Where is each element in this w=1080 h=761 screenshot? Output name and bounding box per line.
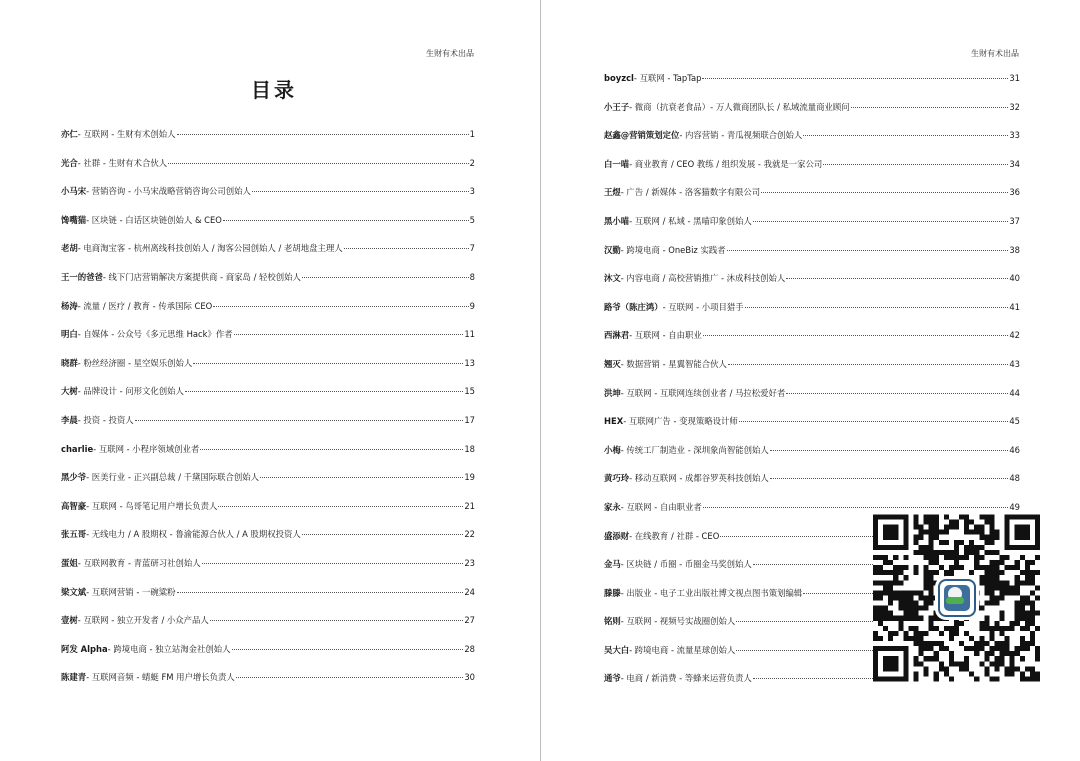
toc-entry-page: 15 xyxy=(464,386,475,397)
publisher-label: 生财有术出品 xyxy=(971,49,1019,58)
toc-entry[interactable] xyxy=(604,186,1020,215)
toc-entry-desc: - 互联网音频 - 蜻蜓 FM 用户增长负责人 xyxy=(86,672,235,683)
toc-entry-name: 亦仁 xyxy=(61,129,78,139)
toc-entry[interactable] xyxy=(61,528,475,557)
toc-entry-name: 沐文 xyxy=(604,273,621,284)
toc-entry[interactable] xyxy=(604,272,1020,301)
toc-entry-page: 5 xyxy=(469,214,475,225)
toc-entry-name: 馋嘴猫 xyxy=(61,214,87,225)
toc-entry-desc: - 互联网 / 私域 - 黑喵印象创始人 xyxy=(629,215,752,226)
toc-entry-name: 铭则 xyxy=(604,616,621,627)
toc-entry-desc: - 品牌设计 - 问形文化创始人 xyxy=(77,386,184,397)
toc-list-left xyxy=(61,128,475,700)
toc-entry-desc: - 区块链 - 白话区块链创始人 & CEO xyxy=(86,214,222,225)
toc-dot-leader xyxy=(786,393,1008,394)
toc-entry-desc: - 区块链 / 币圈 - 币圈金马奖创始人 xyxy=(620,559,752,570)
toc-entry-page: 13 xyxy=(464,357,475,368)
toc-entry-page: 42 xyxy=(1009,330,1020,341)
toc-entry-page: 33 xyxy=(1009,130,1020,141)
toc-entry[interactable] xyxy=(61,128,475,157)
toc-entry[interactable] xyxy=(61,242,475,271)
toc-entry-desc: - 跨境电商 - 流量星球创始人 xyxy=(629,644,736,655)
toc-entry-name: 赵鑫@营销策划定位 xyxy=(604,130,680,141)
toc-entry[interactable] xyxy=(604,215,1020,244)
toc-dot-leader xyxy=(745,307,1009,308)
toc-entry-desc: - 互联网 - 自由职业 xyxy=(629,330,702,341)
toc-entry-name: HEX xyxy=(604,416,624,427)
toc-dot-leader xyxy=(223,220,469,221)
toc-dot-leader xyxy=(753,221,1009,222)
toc-dot-leader xyxy=(168,163,469,164)
toc-entry[interactable] xyxy=(604,158,1020,187)
toc-entry-desc: - 跨境电商 - 独立站淘金社创始人 xyxy=(107,643,231,654)
publisher-label: 生财有术出品 xyxy=(426,49,474,58)
toc-entry-name: 路爷（陈庄鸿） xyxy=(604,301,663,312)
toc-entry-name: 盛添财 xyxy=(604,530,630,541)
toc-dot-leader xyxy=(302,534,464,535)
toc-dot-leader xyxy=(177,592,464,593)
toc-entry-name: 梁文斌 xyxy=(61,586,87,597)
toc-dot-leader xyxy=(210,620,464,621)
toc-entry-page: 19 xyxy=(464,472,475,483)
toc-entry-desc: - 互联网广告 - 变现策略设计师 xyxy=(623,416,738,427)
toc-entry-name: 明白 xyxy=(61,329,78,340)
toc-entry[interactable] xyxy=(604,301,1020,330)
toc-dot-leader xyxy=(770,478,1009,479)
toc-entry-name: 洪坤 xyxy=(604,387,621,398)
toc-dot-leader xyxy=(770,450,1009,451)
toc-entry-page: 30 xyxy=(464,672,475,683)
toc-dot-leader xyxy=(252,191,469,192)
toc-entry-page: 18 xyxy=(464,443,475,454)
toc-entry-desc: - 互联网 - 视频号实战圈创始人 xyxy=(620,616,736,627)
toc-entry-name: 小梅 xyxy=(604,444,621,455)
toc-entry-desc: - 移动互联网 - 成都谷罗英科技创始人 xyxy=(629,473,769,484)
toc-entry[interactable] xyxy=(61,414,475,443)
toc-entry[interactable] xyxy=(61,671,475,700)
toc-entry[interactable] xyxy=(604,129,1020,158)
toc-entry-desc: - 流量 / 医疗 / 教育 - 传承国际 CEO xyxy=(77,300,213,311)
toc-entry-desc: - 跨境电商 - OneBiz 实践者 xyxy=(620,244,726,255)
toc-entry-desc: - 投资 - 投资人 xyxy=(77,414,134,425)
toc-entry[interactable] xyxy=(604,472,1020,501)
toc-entry-page: 44 xyxy=(1009,387,1020,398)
toc-entry-page: 23 xyxy=(464,557,475,568)
toc-entry-page: 38 xyxy=(1009,244,1020,255)
toc-entry-name: 吴大白 xyxy=(604,644,630,655)
toc-entry-desc: - 互联网 - 生财有术创始人 xyxy=(77,129,176,139)
toc-entry-page: 48 xyxy=(1009,473,1020,484)
toc-entry-name: 陈建青 xyxy=(61,672,87,683)
toc-entry-page: 45 xyxy=(1009,416,1020,427)
toc-entry-desc: - 微商（抗衰老食品）- 万人微商团队长 / 私域流量商业顾问 xyxy=(629,101,850,112)
toc-entry-name: 王一的爸爸 xyxy=(61,271,103,282)
toc-entry[interactable] xyxy=(61,328,475,357)
toc-entry-desc: - 传统工厂制造业 - 深圳象尚智能创始人 xyxy=(620,444,769,455)
toc-entry-desc: - 医美行业 - 正兴副总裁 / 千黛国际联合创始人 xyxy=(86,472,260,483)
toc-entry[interactable] xyxy=(61,385,475,414)
toc-entry-desc: - 互联网营销 - 一碗粱粉 xyxy=(86,586,176,597)
toc-entry-desc: - 在线教育 / 社群 - CEO xyxy=(629,530,720,541)
toc-entry-name: 张五哥 xyxy=(61,529,87,540)
toc-dot-leader xyxy=(232,649,464,650)
toc-entry[interactable] xyxy=(61,614,475,643)
toc-dot-leader xyxy=(851,107,1009,108)
toc-entry[interactable] xyxy=(604,329,1020,358)
toc-title: 目录 xyxy=(251,78,297,102)
toc-entry[interactable] xyxy=(604,72,1020,101)
toc-dot-leader xyxy=(193,363,463,364)
toc-entry-page: 31 xyxy=(1009,73,1020,83)
toc-entry-desc: - 互联网教育 - 青蓝研习社创始人 xyxy=(77,557,201,568)
toc-entry-page: 11 xyxy=(464,329,475,340)
toc-entry-page: 17 xyxy=(464,414,475,425)
qr-code-image xyxy=(873,513,1040,683)
toc-entry-name: 王煜 xyxy=(604,187,621,198)
toc-entry-name: 通爷 xyxy=(604,673,621,684)
toc-entry-desc: - 互联网 - 独立开发者 / 小众产品人 xyxy=(77,615,209,626)
toc-entry-name: 老胡 xyxy=(61,243,78,254)
toc-dot-leader xyxy=(803,135,1008,136)
toc-entry[interactable] xyxy=(61,185,475,214)
toc-dot-leader xyxy=(727,250,1009,251)
toc-entry-page: 7 xyxy=(469,243,475,254)
toc-entry-name: 大树 xyxy=(61,386,78,397)
toc-entry-desc: - 内容营销 - 青瓜视频联合创始人 xyxy=(679,130,803,141)
toc-entry-desc: - 社群 - 生财有术合伙人 xyxy=(77,157,168,168)
toc-entry-desc: - 无线电力 / A 股期权 - 鲁渝能源合伙人 / A 股期权投资人 xyxy=(86,529,301,540)
toc-entry-page: 37 xyxy=(1009,215,1020,226)
toc-entry[interactable] xyxy=(61,643,475,672)
toc-entry[interactable] xyxy=(604,444,1020,473)
toc-entry-name: 翘灭 xyxy=(604,358,621,369)
toc-entry-page: 28 xyxy=(464,643,475,654)
toc-entry-page: 32 xyxy=(1009,101,1020,112)
toc-entry-name: 汉勤 xyxy=(604,244,621,255)
toc-dot-leader xyxy=(236,677,464,678)
toc-entry-desc: - 粉丝经济圈 - 星空娱乐创始人 xyxy=(77,357,193,368)
toc-entry-name: 滕滕 xyxy=(604,587,621,598)
toc-dot-leader xyxy=(260,477,463,478)
toc-dot-leader xyxy=(761,192,1008,193)
toc-entry-name: 西淋君 xyxy=(604,330,630,341)
toc-entry-name: 黑小喵 xyxy=(604,215,630,226)
toc-entry[interactable] xyxy=(61,157,475,186)
toc-dot-leader xyxy=(177,134,469,135)
toc-dot-leader xyxy=(823,164,1008,165)
toc-entry-name: 黑少爷 xyxy=(61,472,87,483)
toc-entry[interactable] xyxy=(61,271,475,300)
toc-entry-name: 小马宋 xyxy=(61,186,87,197)
toc-entry-page: 1 xyxy=(469,129,475,139)
toc-entry-desc: - 电商 / 新消费 - 等蜂来运营负责人 xyxy=(620,673,752,684)
toc-entry-page: 21 xyxy=(464,500,475,511)
toc-entry[interactable] xyxy=(61,500,475,529)
toc-entry-desc: - 互联网 - 小程序领域创业者 xyxy=(93,443,200,454)
toc-entry-page: 9 xyxy=(469,300,475,311)
toc-entry-desc: - 互联网 - 互联网连续创业者 / 马拉松爱好者 xyxy=(620,387,786,398)
toc-dot-leader xyxy=(703,335,1009,336)
toc-dot-leader xyxy=(728,364,1008,365)
toc-entry-name: 金马 xyxy=(604,559,621,570)
toc-dot-leader xyxy=(702,78,1008,79)
toc-entry[interactable] xyxy=(61,557,475,586)
toc-entry-name: 家永 xyxy=(604,501,621,512)
toc-entry[interactable] xyxy=(61,586,475,615)
toc-entry-desc: - 电商淘宝客 - 杭州离线科技创始人 / 淘客公园创始人 / 老胡地盘主理人 xyxy=(77,243,343,254)
toc-entry-desc: - 互联网 - 小项目猎手 xyxy=(662,301,744,312)
toc-entry-page: 49 xyxy=(1009,501,1020,512)
toc-entry-desc: - 自媒体 - 公众号《多元思维 Hack》作者 xyxy=(77,329,233,340)
toc-dot-leader xyxy=(234,334,464,335)
toc-entry-desc: - 互联网 - 鸟哥笔记用户增长负责人 xyxy=(86,500,218,511)
toc-entry[interactable] xyxy=(61,214,475,243)
toc-dot-leader xyxy=(786,278,1008,279)
toc-entry-name: 小王子 xyxy=(604,101,630,112)
toc-entry[interactable] xyxy=(61,471,475,500)
toc-entry-name: charlie xyxy=(61,443,94,454)
toc-entry-name: 壹树 xyxy=(61,615,78,626)
toc-entry-desc: - 营销咨询 - 小马宋战略营销咨询公司创始人 xyxy=(86,186,251,197)
toc-entry-desc: - 线下门店营销解决方案提供商 - 商家岛 / 轻校创始人 xyxy=(102,271,301,282)
toc-dot-leader xyxy=(703,507,1009,508)
toc-dot-leader xyxy=(739,421,1009,422)
toc-entry-desc: - 互联网 - TapTap xyxy=(633,73,702,83)
toc-entry[interactable] xyxy=(604,244,1020,273)
toc-entry-name: 杨涛 xyxy=(61,300,78,311)
toc-entry-name: 白一喵 xyxy=(604,158,630,169)
toc-dot-leader xyxy=(200,449,463,450)
toc-entry[interactable] xyxy=(61,357,475,386)
toc-entry-name: 光合 xyxy=(61,157,78,168)
toc-entry-page: 24 xyxy=(464,586,475,597)
toc-entry-desc: - 数据营销 - 星翼智能合伙人 xyxy=(620,358,727,369)
toc-entry-name: 阿发 Alpha xyxy=(61,643,108,654)
toc-entry-page: 46 xyxy=(1009,444,1020,455)
toc-entry-name: 黄巧玲 xyxy=(604,473,630,484)
toc-entry-name: 晓群 xyxy=(61,357,78,368)
toc-entry-desc: - 内容电商 / 高校营销推广 - 沐成科技创始人 xyxy=(620,273,786,284)
toc-entry-desc: - 互联网 - 自由职业者 xyxy=(620,501,702,512)
toc-entry-desc: - 商业教育 / CEO 教练 / 组织发展 - 我就是一家公司 xyxy=(629,158,823,169)
toc-entry-name: 蛋姐 xyxy=(61,557,78,568)
toc-dot-leader xyxy=(218,506,463,507)
toc-entry-page: 2 xyxy=(469,157,475,168)
toc-entry-page: 40 xyxy=(1009,273,1020,284)
toc-entry-page: 22 xyxy=(464,529,475,540)
toc-dot-leader xyxy=(185,391,463,392)
toc-entry-page: 34 xyxy=(1009,158,1020,169)
toc-entry-page: 36 xyxy=(1009,187,1020,198)
toc-entry[interactable] xyxy=(61,300,475,329)
toc-entry[interactable] xyxy=(604,358,1020,387)
toc-dot-leader xyxy=(213,306,468,307)
toc-entry-name: 高智豪 xyxy=(61,500,87,511)
toc-entry[interactable] xyxy=(61,443,475,472)
toc-entry-page: 43 xyxy=(1009,358,1020,369)
toc-entry-desc: - 出版业 - 电子工业出版社博文视点图书策划编辑 xyxy=(620,587,803,598)
toc-dot-leader xyxy=(344,248,469,249)
toc-entry-name: boyzcl xyxy=(604,73,634,83)
toc-entry-page: 8 xyxy=(469,271,475,282)
toc-entry-page: 41 xyxy=(1009,301,1020,312)
toc-entry[interactable] xyxy=(604,101,1020,130)
toc-dot-leader xyxy=(202,563,464,564)
toc-entry-page: 27 xyxy=(464,615,475,626)
toc-dot-leader xyxy=(135,420,464,421)
toc-entry-page: 3 xyxy=(469,186,475,197)
toc-dot-leader xyxy=(302,277,469,278)
toc-entry[interactable] xyxy=(604,387,1020,416)
qr-center-logo-icon xyxy=(938,579,976,617)
toc-entry[interactable] xyxy=(604,415,1020,444)
toc-entry-desc: - 广告 / 新媒体 - 洛客猫数字有限公司 xyxy=(620,187,761,198)
toc-entry-name: 李晨 xyxy=(61,414,78,425)
